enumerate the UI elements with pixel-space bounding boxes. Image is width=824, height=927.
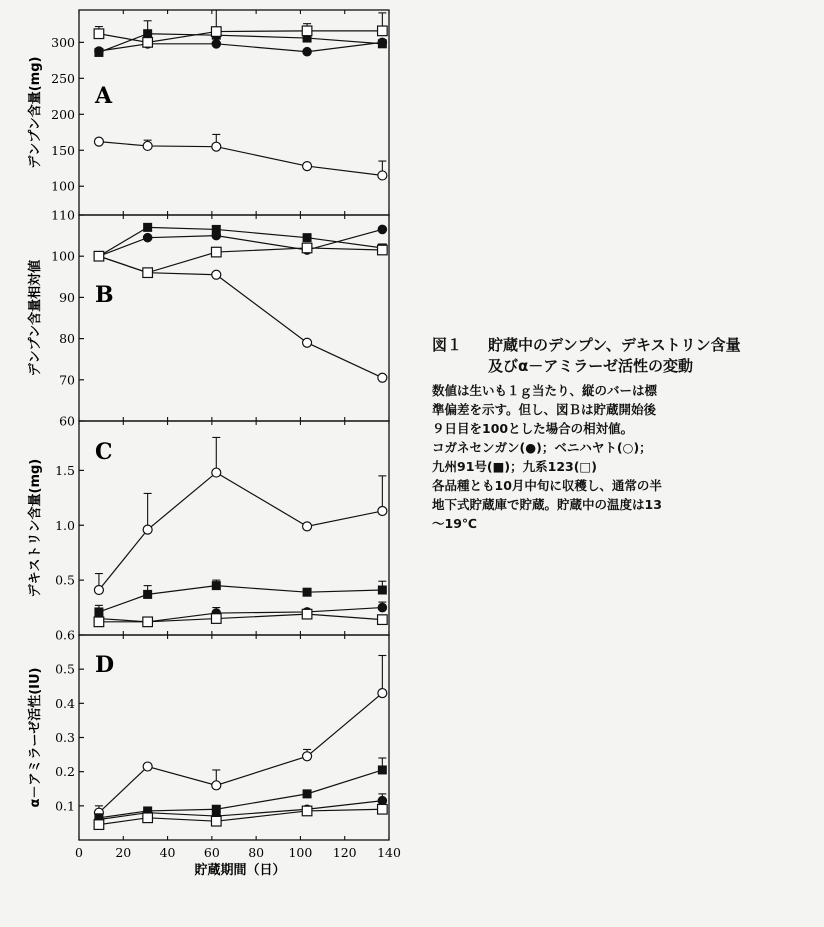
y-tick-label: 0.5 (55, 572, 75, 588)
caption-body (432, 381, 817, 533)
data-point (143, 525, 152, 534)
series (94, 804, 387, 829)
y-axis-label: デンプン含量相対値 (28, 259, 43, 377)
x-tick-label: 120 (332, 845, 357, 860)
y-tick-label: 150 (51, 142, 75, 158)
y-tick-label: 0.2 (55, 764, 75, 780)
x-tick-label: 60 (203, 845, 220, 860)
data-point (212, 805, 221, 814)
x-axis-label: 貯蔵期間（日） (194, 863, 286, 878)
y-tick-label: 0.4 (55, 695, 75, 711)
caption-figure-label: 図１ (432, 336, 463, 354)
caption-line: 準偏差を示す。但し、図Ｂは貯蔵開始後 (432, 402, 657, 417)
data-point (211, 614, 221, 624)
series-line (99, 693, 382, 813)
y-tick-label: 70 (59, 372, 75, 388)
data-point (143, 233, 152, 242)
series-line (99, 608, 382, 622)
series (94, 437, 386, 594)
series-line (99, 229, 382, 256)
caption-title (432, 335, 817, 377)
series-line (99, 42, 382, 51)
data-point (94, 586, 103, 595)
data-point (303, 752, 312, 761)
caption-title-line-2: 及びα－アミラーゼ活性の変動 (488, 357, 694, 375)
data-point (378, 39, 387, 48)
data-point (303, 162, 312, 171)
data-point (378, 225, 387, 234)
y-tick-label: 0.6 (55, 627, 75, 643)
data-point (378, 804, 388, 814)
caption-line: 数値は生いも１ｇ当たり、縦のバーは標 (432, 383, 658, 398)
data-point (212, 581, 221, 590)
series (94, 21, 386, 57)
data-point (212, 40, 221, 49)
data-point (211, 247, 221, 257)
y-tick-label: 100 (51, 248, 75, 264)
y-tick-label: 100 (51, 178, 75, 194)
series-line (99, 586, 382, 612)
panel-b (27, 208, 389, 429)
data-point (94, 617, 104, 627)
series-line (99, 473, 382, 590)
data-point (94, 137, 103, 146)
data-point (211, 27, 221, 37)
data-point (302, 243, 312, 253)
data-point (143, 223, 152, 232)
panel-c (27, 421, 389, 635)
data-point (303, 588, 312, 597)
data-point (94, 48, 103, 57)
series-line (99, 142, 382, 176)
data-point (143, 617, 153, 627)
data-point (94, 29, 104, 39)
data-point (143, 762, 152, 771)
data-point (94, 607, 103, 616)
series-line (99, 256, 382, 378)
data-point (211, 816, 221, 826)
caption-line: 地下式貯蔵庫で貯蔵。貯蔵中の温度は13 (432, 497, 662, 512)
panel-letter: A (95, 83, 113, 109)
panel-letter: C (95, 439, 113, 465)
data-point (378, 26, 388, 36)
data-point (378, 796, 387, 805)
data-point (212, 142, 221, 151)
x-tick-label: 40 (159, 845, 176, 860)
series (94, 134, 386, 180)
x-tick-label: 100 (288, 845, 313, 860)
y-tick-label: 250 (51, 70, 75, 86)
y-tick-label: 0.3 (55, 730, 75, 745)
panel-a (27, 10, 389, 215)
data-point (212, 225, 221, 234)
panel-letter: B (95, 282, 114, 308)
caption-line: ～19℃ (432, 516, 478, 531)
series (94, 252, 386, 383)
y-axis-label: α－アミラーゼ活性(IU) (28, 667, 43, 808)
y-tick-label: 80 (59, 331, 75, 347)
data-point (303, 338, 312, 347)
x-tick-label: 140 (377, 845, 401, 860)
data-point (302, 26, 312, 36)
panel-letter: D (95, 652, 115, 678)
data-point (378, 615, 388, 625)
data-point (143, 38, 153, 48)
data-point (212, 781, 221, 790)
caption-title-line-1: 貯蔵中のデンプン、デキストリン含量 (488, 336, 741, 354)
series (94, 10, 387, 47)
series (95, 602, 387, 626)
series-line (99, 227, 382, 256)
series (94, 580, 386, 616)
data-point (303, 233, 312, 242)
caption-line: 九州91号(■)；九系123(□) (432, 459, 597, 474)
data-point (303, 47, 312, 56)
data-point (94, 820, 104, 830)
caption-line: コガネセンガン(●)；ベニハヤト(○)； (432, 440, 652, 455)
y-axis-label: デンプン含量(mg) (28, 56, 43, 169)
x-tick-label: 20 (115, 845, 132, 860)
data-point (303, 522, 312, 531)
x-tick-label: 80 (248, 845, 265, 860)
series-line (99, 248, 382, 273)
y-tick-label: 90 (59, 289, 75, 305)
y-tick-label: 60 (59, 413, 75, 429)
y-tick-label: 1.5 (55, 462, 75, 478)
data-point (212, 468, 221, 477)
data-point (378, 506, 387, 515)
data-point (212, 270, 221, 279)
data-point (378, 373, 387, 382)
y-tick-label: 0.1 (55, 798, 75, 814)
caption-line: 各品種とも10月中旬に収穫し、通常の半 (432, 478, 662, 493)
panel-frame (79, 635, 389, 840)
data-point (143, 268, 153, 278)
data-point (378, 586, 387, 595)
data-point (143, 590, 152, 599)
data-point (378, 603, 387, 612)
data-point (378, 245, 388, 255)
data-point (378, 689, 387, 698)
series (94, 656, 386, 818)
series-line (99, 614, 382, 622)
x-tick-label: 0 (75, 845, 83, 860)
y-axis-label: デキストリン含量(mg) (28, 458, 43, 598)
data-point (378, 171, 387, 180)
data-point (303, 789, 312, 798)
data-point (94, 251, 104, 261)
data-point (378, 765, 387, 774)
y-tick-label: 110 (51, 207, 75, 223)
y-tick-label: 0.5 (55, 661, 75, 677)
y-tick-label: 300 (51, 34, 75, 50)
series (94, 609, 387, 626)
caption-line: ９日目を100とした場合の相対値。 (432, 421, 634, 436)
panel-d (27, 628, 389, 841)
y-tick-label: 1.0 (55, 517, 75, 533)
figure-caption (432, 335, 817, 533)
data-point (143, 141, 152, 150)
data-point (143, 29, 152, 38)
series (94, 758, 386, 822)
series (94, 243, 387, 277)
data-point (302, 609, 312, 619)
data-point (143, 813, 153, 823)
data-point (302, 806, 312, 816)
series-line (99, 34, 382, 53)
y-tick-label: 200 (51, 106, 75, 122)
